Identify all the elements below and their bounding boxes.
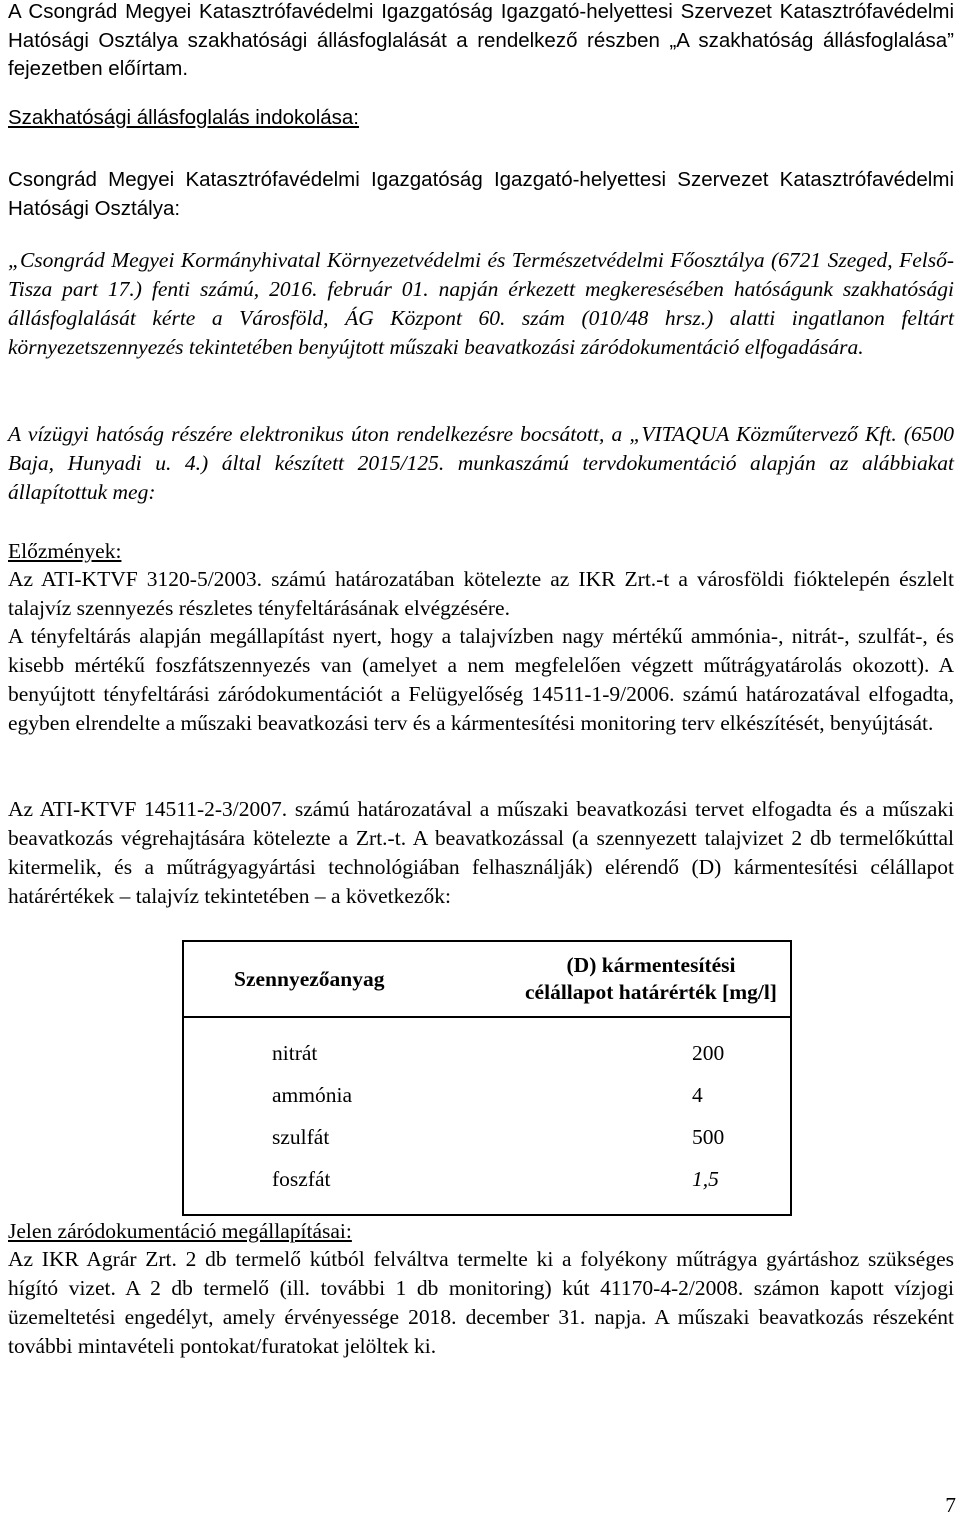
table-row xyxy=(183,1116,791,1158)
findings-paragraph: Az IKR Agrár Zrt. 2 db termelő kútból felváltva termelte ki a folyékony műtrágya gyártáshoz szükséges hígító vizet. A 2 db termelő (ill. további 1 db monitoring) kút 41170-4-2/2008. számon kapott vízjogi üzemeltetési engedélyt, amely érvényessége 2018. december 31. napja. A műszaki beavatkozás részeként további mintavételi pontokat/furatokat jelöltek ki. xyxy=(8,1247,954,1358)
table-header-row xyxy=(183,941,791,1017)
justification-heading: Szakhatósági állásfoglalás indokolása: xyxy=(8,106,360,129)
table-cell-limit: 200 xyxy=(692,1040,725,1065)
antecedents-paragraph-3: Az ATI-KTVF 14511-2-3/2007. számú határozatával a műszaki beavatkozási tervet elfogadta és a műszaki beavatkozás végrehajtására kötelezte a Zrt.-t. A beavatkozással (a szennyezett talajvizet 2 db termelőkúttal kitermelik, és a műtrágyagyártási technológiában felhasználják) elérendő (D) kármentesítési célállapot határértékek – talajvíz tekintetében – a következők: xyxy=(8,797,954,908)
water-authority-paragraph: A vízügyi hatóság részére elektronikus úton rendelkezésre bocsátott, a „VITAQUA Közműtervező Kft. (6500 Baja, Hunyadi u. 4.) által készített 2015/125. munkaszámú tervdokumentáció alapján az alábbiakat állapítottuk meg: xyxy=(8,422,954,504)
table-header-substance: Szennyezőanyag xyxy=(183,941,512,1017)
target-limits-table xyxy=(182,940,792,1216)
table-row xyxy=(183,1074,791,1116)
antecedents-heading: Előzmények: xyxy=(8,539,122,563)
table-cell-limit: 500 xyxy=(692,1124,725,1149)
table-header-limit: (D) kármentesítési célállapot határérték [mg/l] xyxy=(512,941,791,1017)
findings-heading: Jelen záródokumentáció megállapításai: xyxy=(8,1219,352,1243)
table-cell-limit: 1,5 xyxy=(692,1166,719,1191)
table-cell-substance: ammónia xyxy=(272,1082,353,1107)
authority-paragraph: Csongrád Megyei Katasztrófavédelmi Igazgatóság Igazgató-helyettesi Szervezet Katasztrófavédelmi Hatósági Osztálya: xyxy=(8,168,954,220)
quote-paragraph: „Csongrád Megyei Kormányhivatal Környezetvédelmi és Természetvédelmi Főosztálya (6721 Szeged, Felső-Tisza part 17.) fenti számú, 2016. február 01. napján érkezett megkeresésében hatóságunk szakhatósági állásfoglalását kérte a Városföld, ÁG Központ 60. szám (010/48 hrsz.) alatti ingatlanon feltárt környezetszennyezés tekintetében benyújtott műszaki beavatkozási záródokumentáció elfogadására. xyxy=(8,248,954,359)
table-row xyxy=(183,1158,791,1215)
antecedents-paragraph-2: A tényfeltárás alapján megállapítást nyert, hogy a talajvízben nagy mértékű ammónia-, nitrát-, szulfát-, és kisebb mértékű foszfátszennyezés van (amelyet a nem megfelelően végzett műtrágyatárolás okozott). A benyújtott tényfeltárási záródokumentációt a Felügyelőség 14511-1-9/2006. számú határozatával elfogadta, egyben elrendelte a műszaki beavatkozási terv és a kármentesítési monitoring terv elkészítését, benyújtását. xyxy=(8,624,954,735)
intro-paragraph: A Csongrád Megyei Katasztrófavédelmi Igazgatóság Igazgató-helyettesi Szervezet Katasztrófavédelmi Hatósági Osztálya szakhatósági állásfoglalását a rendelkező részben „A szakhatóság állásfoglalása” fejezetben előírtam. xyxy=(8,0,954,81)
table-cell-substance: nitrát xyxy=(272,1040,318,1065)
page-number: 7 xyxy=(945,1493,956,1517)
table-row xyxy=(183,1017,791,1074)
table-cell-limit: 4 xyxy=(692,1082,703,1107)
table-cell-substance: szulfát xyxy=(272,1124,330,1149)
table-cell-substance: foszfát xyxy=(272,1166,331,1191)
antecedents-paragraph-1: Az ATI-KTVF 3120-5/2003. számú határozatában kötelezte az IKR Zrt.-t a városföldi fióktelepén észlelt talajvíz szennyezés részletes tényfeltárásának elvégzésére. xyxy=(8,567,954,620)
